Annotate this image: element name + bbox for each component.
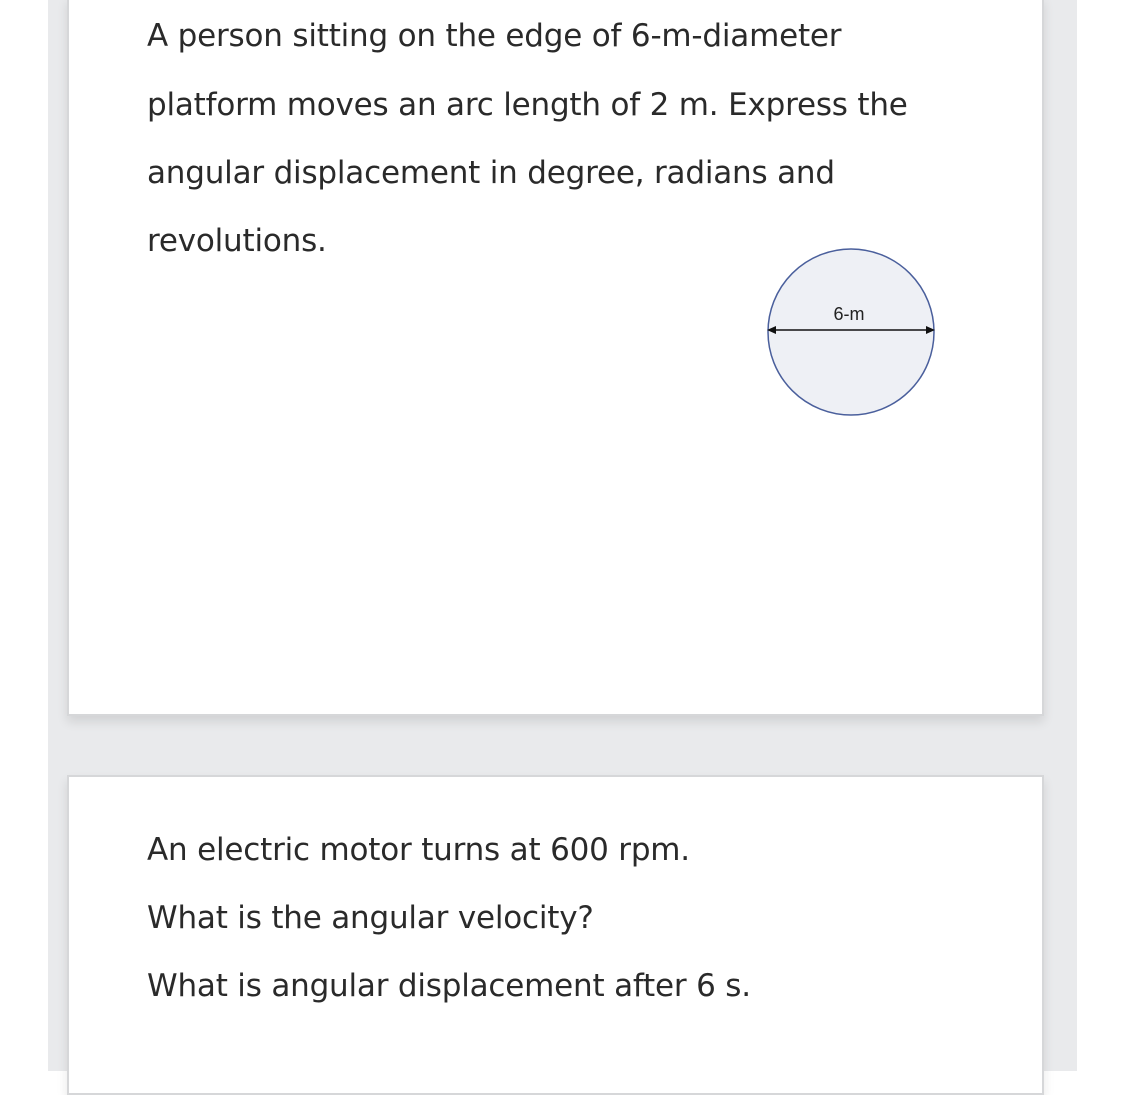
problem-1-line-1: A person sitting on the edge of 6-m-diameter bbox=[147, 18, 842, 54]
slide-problem-1 bbox=[67, 0, 1044, 716]
problem-1-line-3: angular displacement in degree, radians and bbox=[147, 155, 835, 191]
slide-problem-2 bbox=[67, 775, 1044, 1095]
problem-2-line-2: What is the angular velocity? bbox=[147, 900, 594, 936]
problem-1-line-4: revolutions. bbox=[147, 223, 327, 259]
diameter-label: 6-m bbox=[833, 304, 865, 324]
problem-2-line-1: An electric motor turns at 600 rpm. bbox=[147, 832, 690, 868]
problem-1-line-2: platform moves an arc length of 2 m. Express the bbox=[147, 87, 908, 123]
platform-circle bbox=[768, 249, 934, 415]
problem-2-line-3: What is angular displacement after 6 s. bbox=[147, 968, 751, 1004]
platform-diameter-diagram bbox=[766, 244, 940, 420]
